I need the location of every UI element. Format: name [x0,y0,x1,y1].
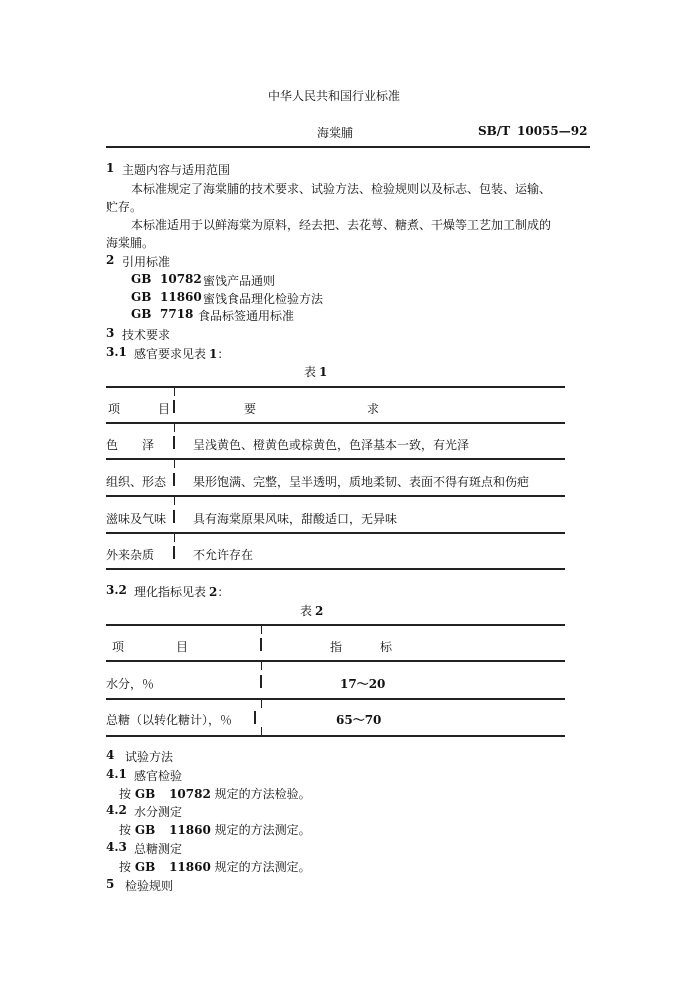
table-1-row-1-item: 色 泽 [106,438,155,452]
section-4-number: 4 [106,748,115,762]
section-5-heading: 检验规则 [125,879,174,893]
subsection-4-2-title: 水分测定 [134,805,183,819]
table-2-divider-tick [261,700,262,708]
table-1-row-1-requirement: 呈浅黄色、橙黄色或棕黄色，色泽基本一致，有光泽 [193,438,470,452]
table-1-divider-tick [174,460,175,468]
section-1-para-2-line-1: 本标准适用于以鲜海棠为原料，经去把、去花萼、糖煮、干燥等工艺加工制成的 [131,218,552,232]
table-1-caption-prefix: 表 [304,365,317,379]
table-2-row-1-item: 水分，％ [106,677,155,691]
subsection-4-2-number: 4.2 [106,803,127,817]
section-1-para-1-line-1: 本标准规定了海棠脯的技术要求、试验方法、检验规则以及标志、包装、运输、 [131,182,552,196]
subsection-4-1-pre: 按 [119,787,132,801]
section-1-para-2-line-2: 海棠脯。 [106,236,155,250]
table-1-header-req-a: 要 [244,402,257,416]
table-1-column-divider [173,546,175,559]
subsection-4-3-code: 11860 [169,860,211,874]
reference-2-prefix: GB [131,290,152,304]
table-2-caption-number: 2 [315,604,324,618]
subsection-4-2-gb: GB [134,823,156,837]
subsection-4-3-gb: GB [134,860,156,874]
table-1-header-item-b: 目 [158,402,171,416]
subsection-4-3-title: 总糖测定 [134,842,183,856]
table-1-header-req-b: 求 [367,402,380,416]
table-1-row-4-requirement: 不允许存在 [193,548,254,562]
table-2-divider-tick [261,626,262,634]
table-2-header-value-a: 指 [330,640,343,654]
subsection-4-1-body [119,785,311,802]
standard-code-number: 10055—92 [517,124,588,138]
table-1-row-3-item: 滋味及气味 [106,512,167,526]
table-2-divider-tick [261,662,262,670]
reference-1-name: 蜜饯产品通则 [203,274,276,288]
table-2-row-2-item: 总糖（以转化糖计），％ [106,713,233,727]
table-1-divider-tick [174,388,175,396]
table-1-divider-tick [174,424,175,432]
table-1-row-3-requirement: 具有海棠原果风味，甜酸适口，无异味 [193,512,398,526]
header-org: 中华人民共和国行业标准 [268,89,401,103]
table-2-column-divider [260,675,262,688]
section-5-number: 5 [106,877,115,891]
table-2-top-rule [106,624,565,626]
header-rule [106,146,590,148]
subsection-3-1-colon: ： [217,347,230,361]
subsection-3-2-table-ref: 2 [209,585,218,599]
subsection-4-3-pre: 按 [119,860,132,874]
subsection-4-3-number: 4.3 [106,840,127,854]
table-1-row-2-requirement: 果形饱满、完整，呈半透明，质地柔韧、表面不得有斑点和伤疤 [193,475,530,489]
section-2-number: 2 [106,253,115,267]
section-1-number: 1 [106,161,115,175]
table-1-row-2-item: 组织、形态 [106,475,167,489]
table-1-column-divider [173,436,175,449]
table-2-header-item-b: 目 [176,640,189,654]
table-1-divider-tick [174,497,175,505]
reference-3-name: 食品标签通用标准 [198,309,295,323]
table-1-caption [304,363,327,380]
section-1-heading: 主题内容与适用范围 [122,163,231,177]
table-2-row-rule [106,660,565,662]
subsection-3-2-label: 理化指标见表 [134,585,207,599]
table-2-row-1-value: 17～20 [340,677,386,691]
table-2-header-item-a: 项 [112,640,125,654]
standard-code-prefix: SB/T [478,124,511,138]
table-2-row-2-value: 65～70 [336,713,382,727]
subsection-3-2-number: 3.2 [106,583,127,597]
table-2-column-divider [254,711,256,724]
table-1-column-divider [173,400,175,413]
subsection-4-1-post: 规定的方法检验。 [214,787,311,801]
subsection-4-3-body [119,858,311,875]
table-2-caption [300,602,323,619]
section-2-heading: 引用标准 [122,255,171,269]
reference-1-number: 10782 [160,272,202,286]
subsection-3-1-text [134,345,229,362]
section-3-number: 3 [106,326,115,340]
subsection-4-2-post: 规定的方法测定。 [214,823,311,837]
subsection-4-1-number: 4.1 [106,767,127,781]
table-2-divider-tick [261,727,262,735]
subsection-3-2-colon: ： [217,585,230,599]
subsection-4-1-code: 10782 [169,787,211,801]
section-3-heading: 技术要求 [122,328,171,342]
table-1-header-item-a: 项 [108,402,121,416]
subsection-3-1-number: 3.1 [106,345,127,359]
reference-3-number: 7718 [160,307,194,321]
table-2-row-rule [106,698,565,700]
section-1-para-1-line-2: 贮存。 [106,200,143,214]
table-1-row-4-item: 外来杂质 [106,548,155,562]
table-1-divider-tick [174,534,175,542]
subsection-4-3-post: 规定的方法测定。 [214,860,311,874]
section-4-heading: 试验方法 [125,750,174,764]
table-2-header-value-b: 标 [380,640,393,654]
reference-2-name: 蜜饯食品理化检验方法 [203,292,324,306]
subsection-4-1-gb: GB [134,787,156,801]
subsection-3-2-text [134,583,229,600]
table-2-caption-prefix: 表 [300,604,313,618]
reference-1-prefix: GB [131,272,152,286]
subsection-4-2-pre: 按 [119,823,132,837]
standard-title: 海棠脯 [317,126,354,140]
table-2-column-divider [260,638,262,651]
subsection-4-2-code: 11860 [169,823,211,837]
table-1-bottom-rule [106,568,565,570]
subsection-3-1-table-ref: 1 [209,347,218,361]
table-2-bottom-rule [106,735,565,737]
subsection-4-1-title: 感官检验 [134,769,183,783]
table-1-caption-number: 1 [319,365,328,379]
subsection-4-2-body [119,821,311,838]
reference-2-number: 11860 [160,290,202,304]
reference-3-prefix: GB [131,307,152,321]
table-1-column-divider [173,473,175,486]
subsection-3-1-label: 感官要求见表 [134,347,207,361]
table-1-column-divider [173,510,175,523]
